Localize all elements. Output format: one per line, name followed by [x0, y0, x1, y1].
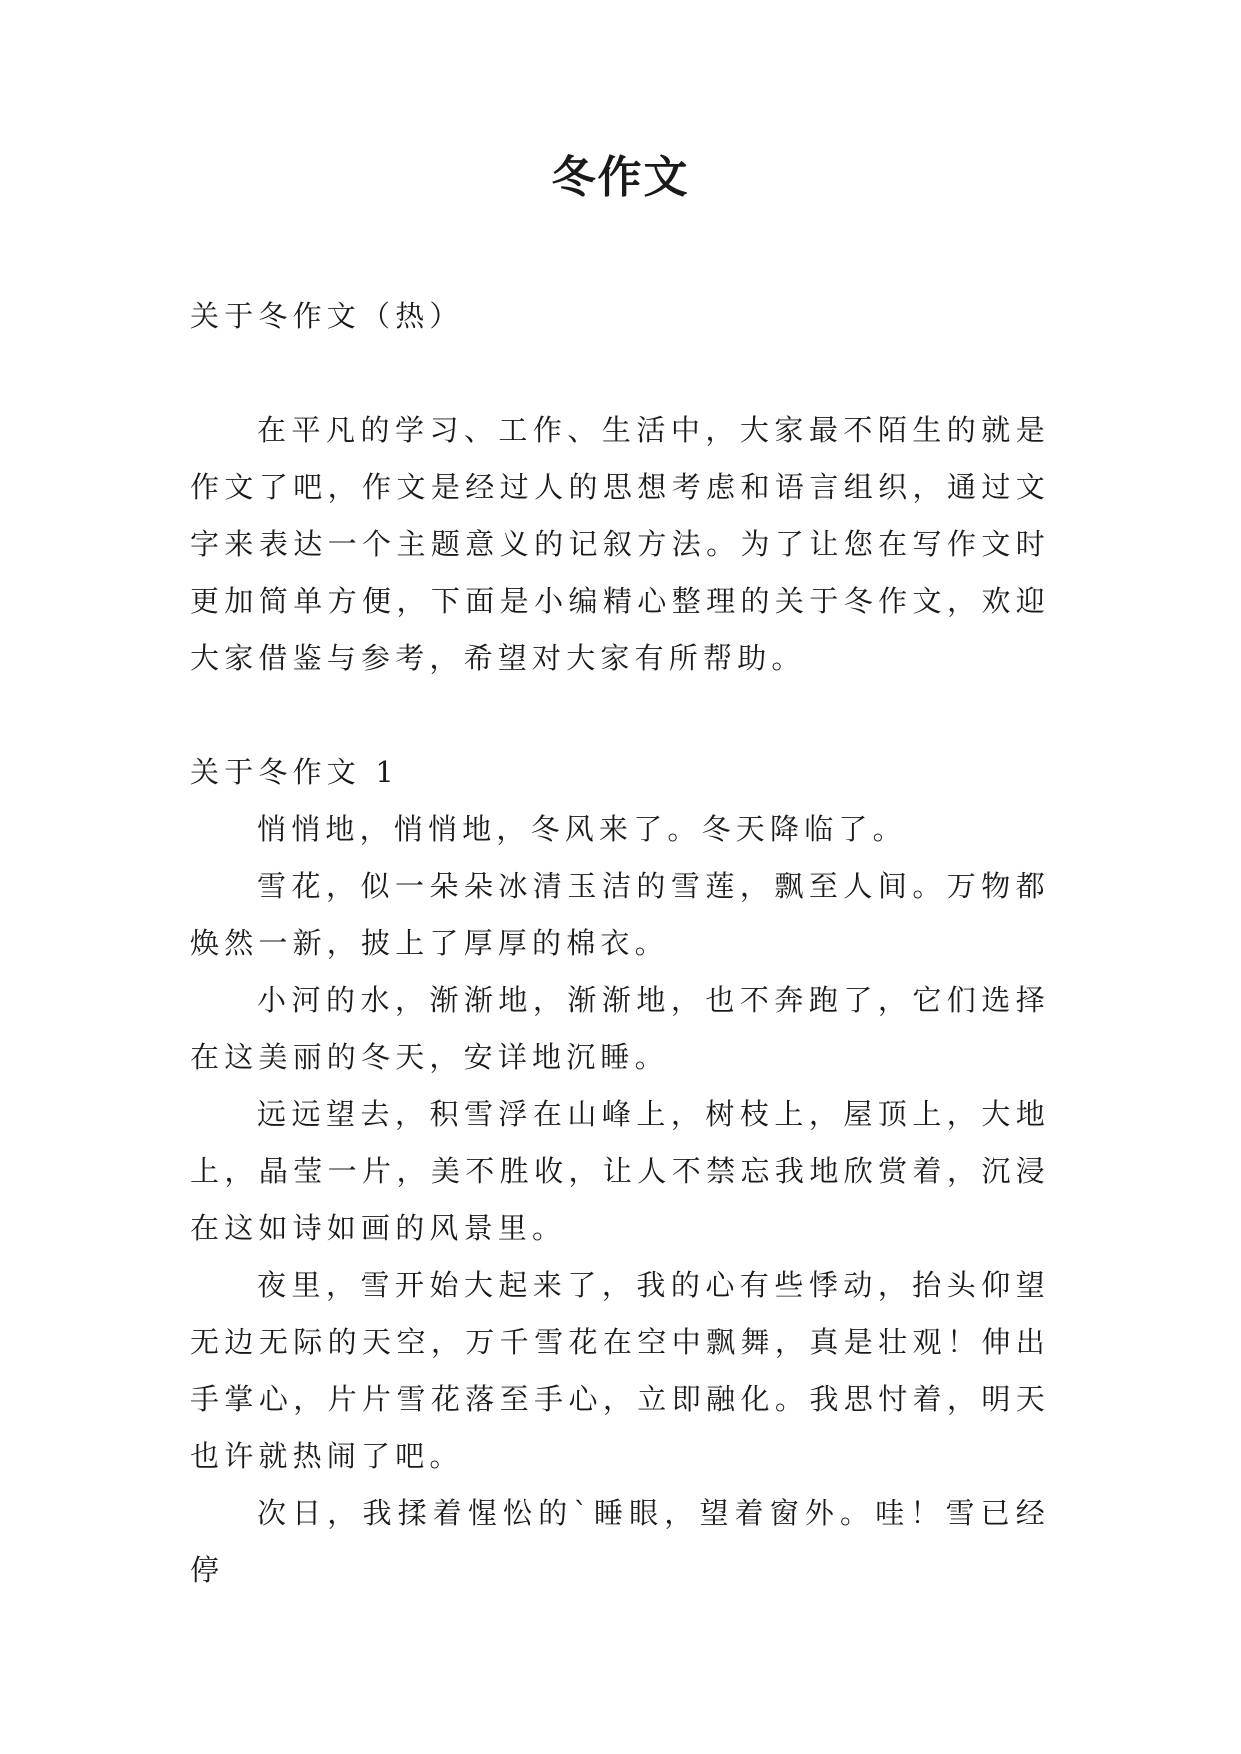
paragraph: 雪花，似一朵朵冰清玉洁的雪莲，飘至人间。万物都焕然一新，披上了厚厚的棉衣。: [190, 869, 1050, 960]
subtitle: 关于冬作文（热）: [190, 299, 464, 333]
document-body: [190, 288, 1050, 1599]
intro-paragraph: 在平凡的学习、工作、生活中，大家最不陌生的就是作文了吧，作文是经过人的思想考虑和语言组织，通过文字来表达一个主题意义的记叙方法。为了让您在写作文时更加简单方便，下面是小编精心整理的关于冬作文，欢迎大家借鉴与参考，希望对大家有所帮助。: [190, 413, 1050, 675]
document-title: 冬作文: [551, 152, 690, 203]
paragraph: 夜里，雪开始大起来了，我的心有些悸动，抬头仰望无边无际的天空，万千雪花在空中飘舞，真是壮观！伸出手掌心，片片雪花落至手心，立即融化。我思忖着，明天也许就热闹了吧。: [190, 1268, 1050, 1473]
paragraph: 小河的水，渐渐地，渐渐地，也不奔跑了，它们选择在这美丽的冬天，安详地沉睡。: [190, 983, 1050, 1074]
paragraph: 悄悄地，悄悄地，冬风来了。冬天降临了。: [257, 812, 907, 846]
paragraph: 次日，我揉着惺忪的`睡眼，望着窗外。哇！雪已经停: [190, 1496, 1050, 1587]
paragraph: 远远望去，积雪浮在山峰上，树枝上，屋顶上，大地上，晶莹一片，美不胜收，让人不禁忘我地欣赏着，沉浸在这如诗如画的风景里。: [190, 1097, 1050, 1245]
section-heading: 关于冬作文 1: [190, 755, 400, 789]
